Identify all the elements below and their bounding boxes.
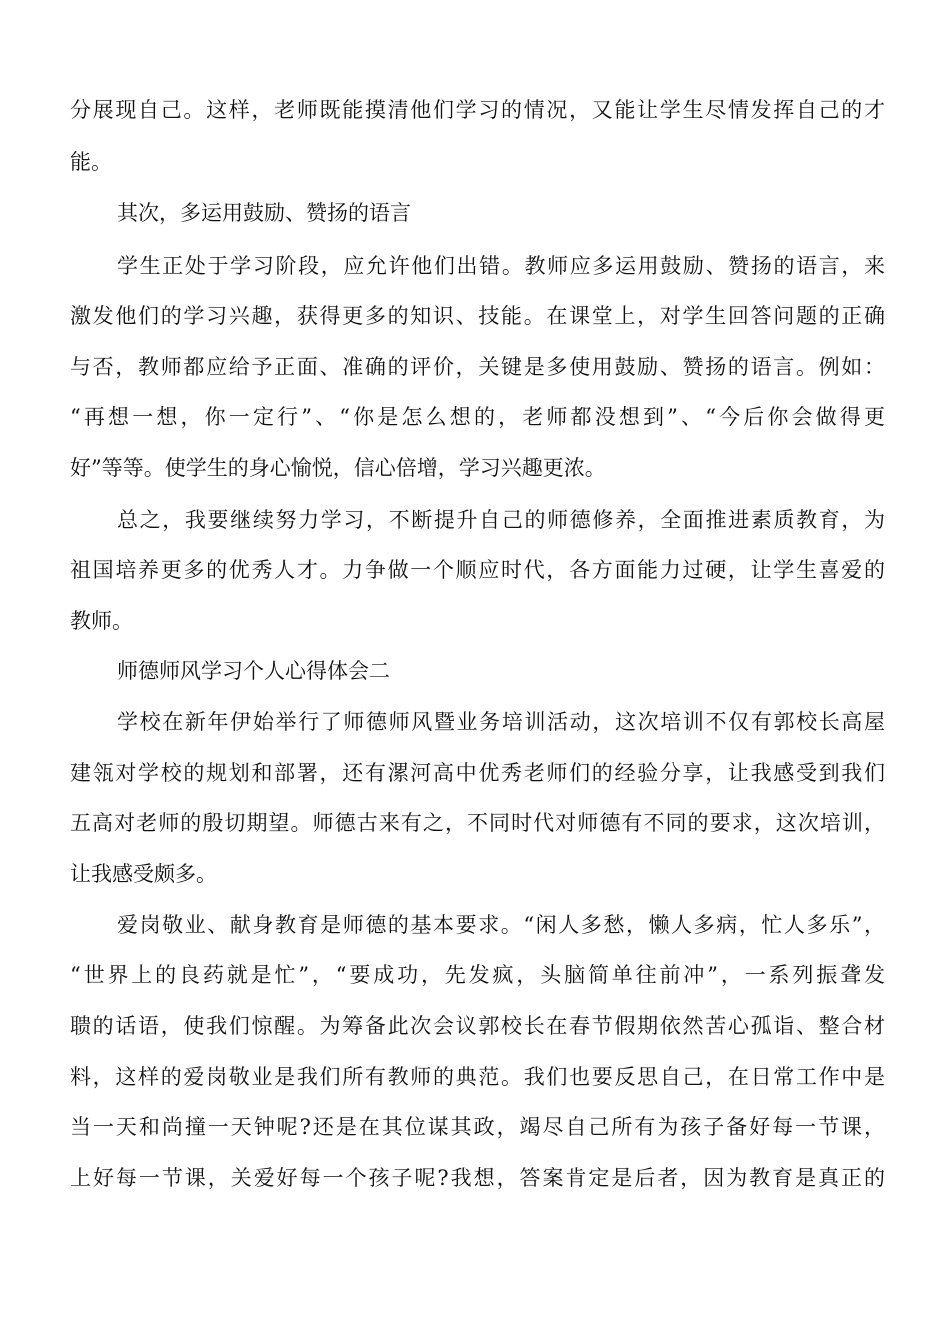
text-line: 祖国培养更多的优秀人才。力争做一个顺应时代，各方面能力过硬，让学生喜爱的 [70, 558, 885, 582]
text-line: 让我感受颇多。 [70, 862, 217, 886]
text-line: 聩的话语，使我们惊醒。为筹备此次会议郭校长在春节假期依然苦心孤诣、整合材 [70, 1014, 885, 1038]
text-line: 料，这样的爱岗敬业是我们所有教师的典范。我们也要反思自己，在日常工作中是 [70, 1065, 885, 1089]
text-line: 爱岗敬业、献身教育是师德的基本要求。“闲人多愁，懒人多病，忙人多乐”， [117, 913, 885, 937]
text-line: 分展现自己。这样，老师既能摸清他们学习的情况，又能让学生尽情发挥自己的才 [70, 98, 885, 122]
section-heading: 师德师风学习个人心得体会二 [117, 659, 390, 683]
text-line: 能。 [70, 150, 112, 174]
text-line: 激发他们的学习兴趣，获得更多的知识、技能。在课堂上，对学生回答问题的正确 [70, 304, 885, 328]
text-line: 学校在新年伊始举行了师德师风暨业务培训活动，这次培训不仅有郭校长高屋 [117, 710, 885, 734]
text-line: 当一天和尚撞一天钟呢?还是在其位谋其政，竭尽自己所有为孩子备好每一节课， [70, 1115, 885, 1139]
text-line: 建瓴对学校的规划和部署，还有漯河高中优秀老师们的经验分享，让我感受到我们 [70, 761, 885, 785]
text-line: “世界上的良药就是忙”，“要成功，先发疯，头脑简单往前冲”，一系列振聋发 [70, 963, 885, 987]
text-line: 总之，我要继续努力学习，不断提升自己的师德修养，全面推进素质教育，为 [117, 508, 885, 532]
section-heading: 其次，多运用鼓励、赞扬的语言 [117, 201, 411, 225]
text-line: 上好每一节课，关爱好每一个孩子呢?我想，答案肯定是后者，因为教育是真正的 [70, 1166, 885, 1190]
text-line: 五高对老师的殷切期望。师德古来有之，不同时代对师德有不同的要求，这次培训， [70, 811, 885, 835]
text-line: “再想一想，你一定行”、“你是怎么想的，老师都没想到”、“今后你会做得更 [70, 405, 885, 429]
text-line: 学生正处于学习阶段，应允许他们出错。教师应多运用鼓励、赞扬的语言，来 [117, 254, 885, 278]
text-line: 与否，教师都应给予正面、准确的评价，关键是多使用鼓励、赞扬的语言。例如： [70, 355, 885, 379]
text-line: 教师。 [70, 609, 133, 633]
text-line: 好”等等。使学生的身心愉悦，信心倍增，学习兴趣更浓。 [70, 456, 606, 480]
